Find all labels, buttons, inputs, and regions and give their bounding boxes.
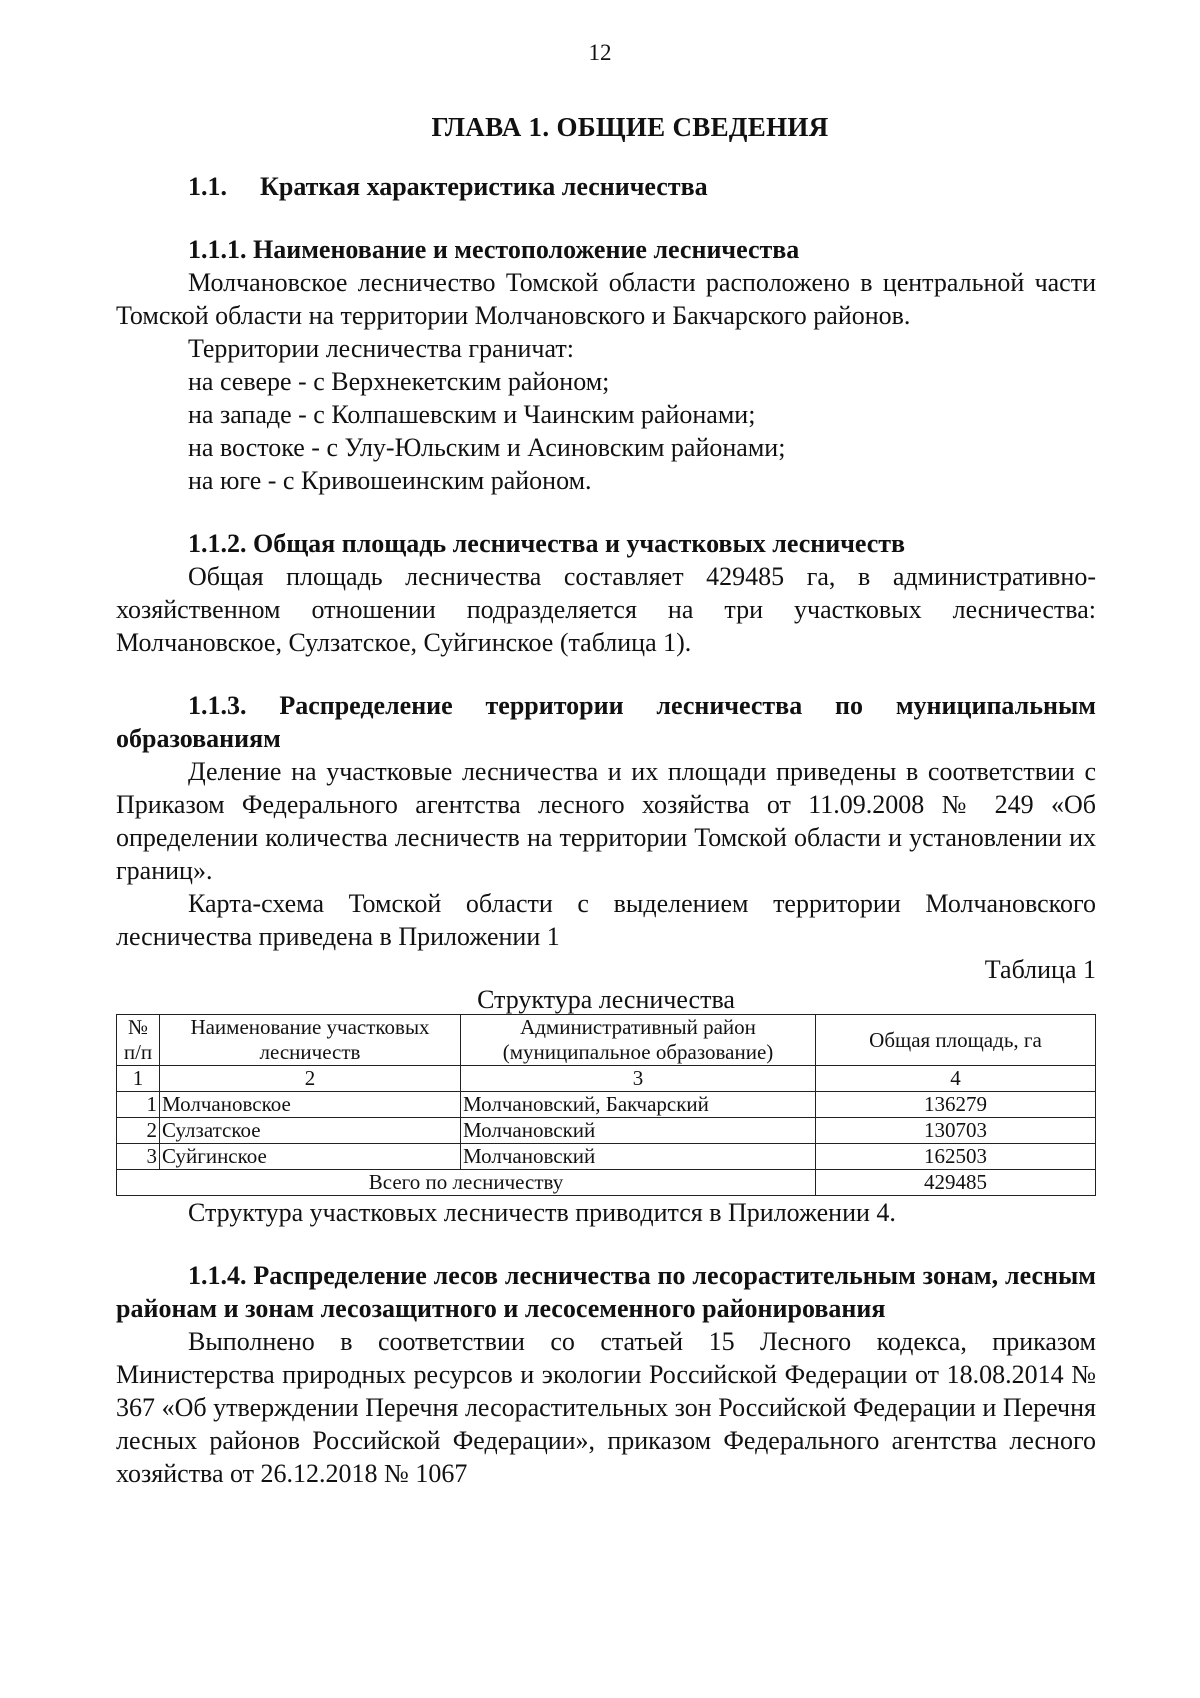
header-district: Административный район (муниципальное образование) (461, 1015, 816, 1066)
table-header-row (117, 1015, 1096, 1066)
section-heading-1-1-4: 1.1.4. Распределение лесов лесничества по лесорастительным зонам, лесным районам и зонам лесозащитного и лесосеменного районирования (116, 1261, 1096, 1323)
division-paragraph: Деление на участковые лесничества и их площади приведены в соответствии с Приказом Федерального агентства лесного хозяйства от 11.09.2008 № 249 «Об определении количества лесничеств на территории Томской области и установлении их границ». (116, 757, 1096, 885)
appendix-note: Структура участковых лесничеств приводится в Приложении 4. (188, 1198, 896, 1227)
table-row (117, 1144, 1096, 1170)
row-area: 162503 (816, 1144, 1096, 1170)
column-number: 2 (160, 1066, 461, 1092)
page-number: 12 (588, 40, 612, 65)
column-number: 1 (117, 1066, 160, 1092)
location-paragraph: Молчановское лесничество Томской области расположено в центральной части Томской области на территории Молчановского и Бакчарского районов. (116, 268, 1096, 330)
column-number: 4 (816, 1066, 1096, 1092)
zoning-paragraph: Выполнено в соответствии со статьей 15 Лесного кодекса, приказом Министерства природных ресурсов и экологии Российской Федерации от 18.08.2014 № 367 «Об утверждении Перечня лесорастительных зон Российской Федерации и Перечня лесных районов Российской Федерации», приказом Федерального агентства лесного хозяйства от 26.12.2018 № 1067 (116, 1327, 1096, 1488)
chapter-title: ГЛАВА 1. ОБЩИЕ СВЕДЕНИЯ (431, 112, 829, 142)
section-heading-1-1-3: 1.1.3. Распределение территории лесничества по муниципальным образованиям (116, 691, 1096, 753)
total-label: Всего по лесничеству (117, 1170, 816, 1196)
row-name: Молчановское (160, 1092, 461, 1118)
area-paragraph: Общая площадь лесничества составляет 429485 га, в административно-хозяйственном отношении подразделяется на три участковых лесничества: Молчановское, Сулзатское, Суйгинское (таблица 1). (116, 562, 1096, 657)
column-number: 3 (461, 1066, 816, 1092)
border-east: на востоке - с Улу-Юльским и Асиновским районами; (188, 433, 786, 462)
structure-table (116, 1014, 1096, 1196)
section-heading-1-1-2: 1.1.2. Общая площадь лесничества и участковых лесничеств (188, 529, 906, 558)
column-number-row (117, 1066, 1096, 1092)
border-north: на севере - с Верхнекетским районом; (188, 367, 610, 396)
header-name: Наименование участковых лесничеств (160, 1015, 461, 1066)
table-total-row (117, 1170, 1096, 1196)
row-district: Молчановский (461, 1144, 816, 1170)
row-num: 1 (117, 1092, 160, 1118)
document-body (116, 170, 1096, 1490)
section-heading-1-1 (116, 170, 1096, 203)
section-number: 1.1. (188, 172, 227, 201)
row-area: 136279 (816, 1092, 1096, 1118)
table-row (117, 1092, 1096, 1118)
row-num: 3 (117, 1144, 160, 1170)
section-heading-1-1-1: 1.1.1. Наименование и местоположение лесничества (188, 235, 800, 264)
row-name: Сулзатское (160, 1118, 461, 1144)
border-south: на юге - с Кривошеинским районом. (188, 466, 592, 495)
row-district: Молчановский, Бакчарский (461, 1092, 816, 1118)
row-name: Суйгинское (160, 1144, 461, 1170)
table-row (117, 1118, 1096, 1144)
border-west: на западе - с Колпашевским и Чаинским районами; (188, 400, 756, 429)
header-num: № п/п (117, 1015, 160, 1066)
row-num: 2 (117, 1118, 160, 1144)
borders-intro: Территории лесничества граничат: (188, 334, 574, 363)
total-value: 429485 (816, 1170, 1096, 1196)
table-label: Таблица 1 (984, 955, 1096, 984)
row-district: Молчановский (461, 1118, 816, 1144)
row-area: 130703 (816, 1118, 1096, 1144)
map-paragraph: Карта-схема Томской области с выделением территории Молчановского лесничества приведена в Приложении 1 (116, 889, 1096, 951)
header-area: Общая площадь, га (816, 1015, 1096, 1066)
table-caption: Структура лесничества (477, 985, 735, 1014)
section-title: Краткая характеристика лесничества (260, 172, 708, 201)
